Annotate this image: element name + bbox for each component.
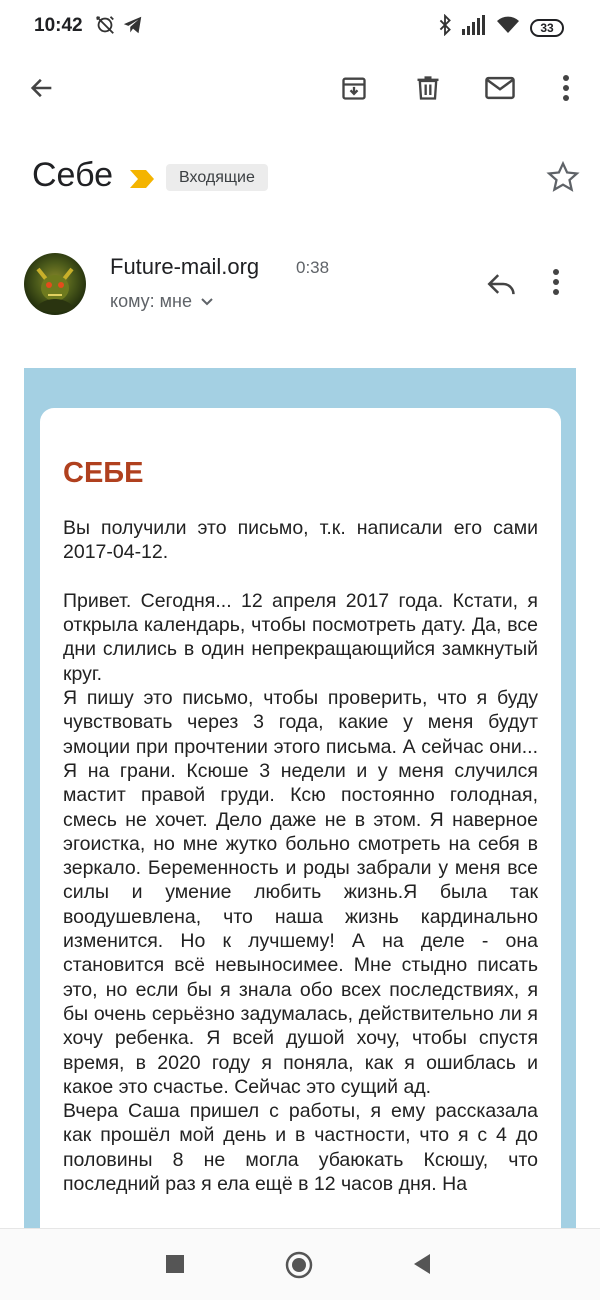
more-icon[interactable] <box>550 72 582 104</box>
message-time: 0:38 <box>296 258 330 277</box>
mail-paragraph: Я пишу это письмо, чтобы проверить, что я буду чувствовать через 3 года, какие у меня будут эмоции при прочтении этого письма. А сейчас они... Я на грани. Ксюше 3 недели и у меня случился мастит правой груди. Ксю постоянно голодная, смесь не хочет. Дело даже не в этом. Я наверное эгоистка, но мне жутко больно смотреть на себя в зеркало. Беременность и роды забрали у меня все силы и умение любить жизнь.Я была так воодушевлена, что наша жизнь кардинально изменится. Но к лучшему! А на деле - она становится всё невыносимее. Мне стыдно писать это, но если бы я знала обо всех последствиях, я бы очень серьёзно задумалась, действительно ли я хочу ребенка. Я всей душой хочу, чтобы спустя время, в 2020 году я поняла, как я ошиблась и какое это счастье. Сейчас это сущий ад. <box>63 687 538 1098</box>
status-time: 10:42 <box>34 15 83 36</box>
status-icons-right <box>438 14 564 41</box>
home-button[interactable] <box>285 1251 313 1284</box>
status-icons-left <box>94 14 144 41</box>
mail-heading: СЕБЕ <box>63 457 144 489</box>
message-more-icon[interactable] <box>552 268 560 301</box>
recipient-text: кому: мне <box>110 291 192 311</box>
mark-unread-icon[interactable] <box>484 72 516 104</box>
back-arrow-icon[interactable] <box>26 72 58 104</box>
reply-icon[interactable] <box>486 270 518 303</box>
recents-button[interactable] <box>166 1255 184 1278</box>
mail-toolbar <box>0 56 600 120</box>
inbox-label-chip[interactable]: Входящие <box>166 164 268 191</box>
avatar[interactable] <box>24 253 86 315</box>
wifi-icon <box>496 15 520 40</box>
telegram-icon <box>122 14 144 41</box>
system-nav-bar <box>0 1228 600 1300</box>
status-bar <box>0 0 600 56</box>
recipient-details-toggle[interactable] <box>110 291 214 312</box>
bluetooth-icon <box>438 14 452 41</box>
alarm-off-icon <box>94 14 116 41</box>
delete-icon[interactable] <box>412 72 444 104</box>
chevron-down-icon <box>200 291 214 312</box>
sender-name: Future-mail.org <box>110 254 260 279</box>
importance-marker-icon[interactable] <box>128 168 156 195</box>
mail-paragraph: Привет. Сегодня... 12 апреля 2017 года. Кстати, я открыла календарь, чтобы посмотреть дату. Да, все дни слились в один непрекращающийся замкнутый круг. <box>63 589 538 685</box>
mail-body <box>63 516 538 1196</box>
archive-icon[interactable] <box>338 72 370 104</box>
back-button[interactable] <box>412 1253 432 1280</box>
signal-icon <box>462 15 486 40</box>
sender-row <box>0 248 600 328</box>
star-icon[interactable] <box>546 160 580 199</box>
battery-indicator: 33 <box>530 19 564 37</box>
subject-title: Себе <box>32 156 114 194</box>
mail-paragraph: Вчера Саша пришел с работы, я ему рассказала как прошёл мой день и в частности, что я с 4 до половины 8 не могла убаюкать Ксюшу, что последний раз я ела ещё в 12 часов дня. На <box>63 1100 538 1196</box>
subject-row <box>0 150 600 210</box>
mail-intro: Вы получили это письмо, т.к. написали его сами 2017-04-12. <box>63 517 538 564</box>
